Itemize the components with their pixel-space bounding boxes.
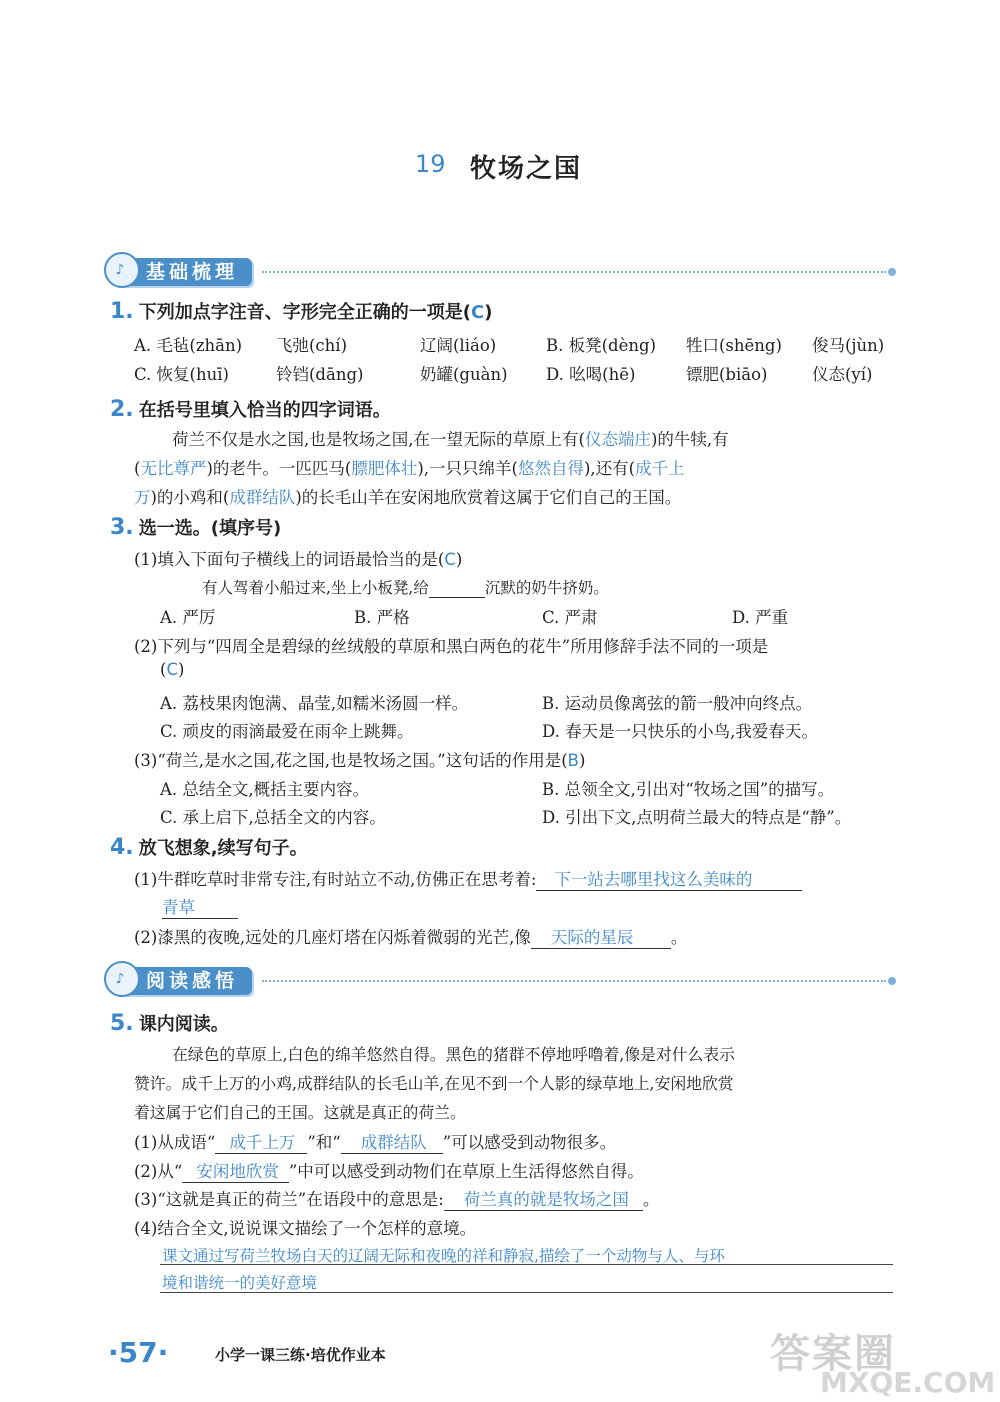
q2-line-3: 万)的小鸡和(成群结队)的长毛山羊在安闲地欣赏着这属于它们自己的王国。: [134, 488, 682, 507]
q5-sub-4: (4)结合全文,说说课文描绘了一个怎样的意境。: [134, 1219, 477, 1238]
q5-sub-4-answer-2: 境和谐统一的美好意境: [162, 1274, 318, 1292]
question-4: 4. 放飞想象,续写句子。: [110, 835, 308, 860]
divider: [262, 271, 886, 273]
q4-sub-1: (1)牛群吃草时非常专注,有时站立不动,仿佛正在思考着: 下一站去哪里找这么美味的: [134, 866, 802, 891]
question-1: 1. 下列加点字注音、字形完全正确的一项是(C): [110, 299, 493, 324]
answer: C: [471, 302, 485, 323]
section-title: 基础梳理: [146, 261, 239, 283]
passage-line-1: 在绿色的草原上,白色的绵羊悠然自得。黑色的猪群不停地呼噜着,像是对什么表示: [172, 1045, 735, 1064]
q2-line-2: (无比尊严)的老牛。一匹匹马(膘肥体壮),一只只绵羊(悠然自得),还有(成千上: [134, 459, 685, 478]
question-5: 5. 课内阅读。: [110, 1011, 229, 1036]
watermark-logo: 答案圈: [770, 1331, 896, 1377]
section-banner-reading: [110, 966, 896, 996]
bell-icon: ♪: [104, 252, 140, 288]
q3-sub-1: (1)填入下面句子横线上的词语最恰当的是(C): [134, 550, 463, 569]
divider: [262, 980, 886, 982]
q5-sub-2: (2)从“ 安闲地欣赏 ”中可以感受到动物们在草原上生活得悠然自得。: [134, 1158, 644, 1183]
q2-line-1: 荷兰不仅是水之国,也是牧场之国,在一望无际的草原上有(仪态端庄)的牛犊,有: [172, 430, 729, 449]
passage-line-2: 赞许。成千上万的小鸡,成群结队的长毛山羊,在见不到一个人影的绿草地上,安闲地欣赏: [134, 1074, 734, 1093]
section-banner-basic: [110, 257, 896, 287]
passage-line-3: 着这属于它们自己的王国。这就是真正的荷兰。: [134, 1103, 466, 1122]
q5-sub-3: (3)“这就是真正的荷兰”在语段中的意思是: 荷兰真的就是牧场之国 。: [134, 1186, 659, 1211]
q4-sub-2: (2)漆黑的夜晚,远处的几座灯塔在闪烁着微弱的光芒,像 天际的星辰 。: [134, 924, 687, 949]
lesson-number: 19: [415, 150, 446, 178]
section-title: 阅读感悟: [146, 970, 239, 992]
answer-line: [160, 1264, 893, 1265]
answer-line: [160, 1292, 893, 1293]
watermark-url: MXQE.COM: [820, 1366, 996, 1399]
book-title: 小学一课三练·培优作业本: [215, 1346, 386, 1364]
q4-sub-1-cont: 青草: [162, 894, 238, 919]
q5-sub-1: (1)从成语“ 成千上万 ”和“ 成群结队 ”可以感受到动物很多。: [134, 1129, 616, 1154]
q3-sub-2: (2)下列与“四周全是碧绿的丝绒般的草原和黑白两色的花牛”所用修辞手法不同的一项是: [134, 637, 769, 656]
question-3: 3. 选一选。(填序号): [110, 515, 282, 540]
q3-sub-2-answer: (C): [160, 660, 185, 679]
q3-sub-1-sentence: 有人驾着小船过来,坐上小板凳,给 沉默的奶牛挤奶。: [202, 579, 609, 597]
bell-icon: ♪: [104, 961, 140, 997]
page-number: ·57·: [108, 1336, 169, 1369]
page-title: 牧场之国: [470, 154, 583, 184]
question-2: 2. 在括号里填入恰当的四字词语。: [110, 397, 391, 422]
q5-sub-4-answer-1: 课文通过写荷兰牧场白天的辽阔无际和夜晚的祥和静寂,描绘了一个动物与人、与环: [162, 1247, 725, 1265]
q3-sub-3: (3)“荷兰,是水之国,花之国,也是牧场之国。”这句话的作用是(B): [134, 751, 586, 770]
